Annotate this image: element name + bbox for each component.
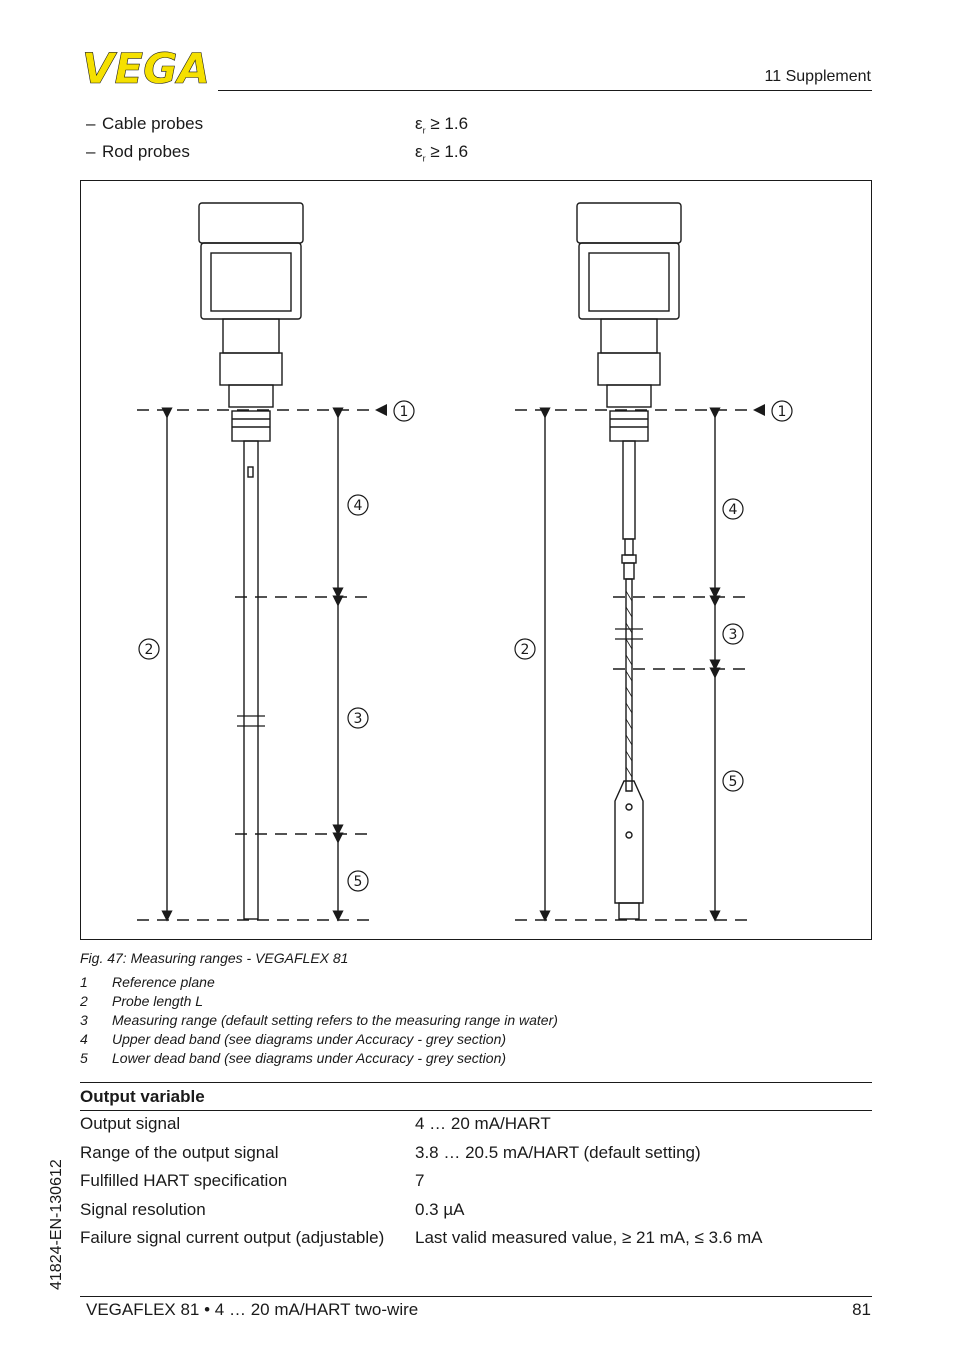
table-heading: Output variable xyxy=(80,1087,205,1106)
footer-rule xyxy=(80,1296,872,1297)
measuring-range-figure xyxy=(80,180,872,940)
header-rule xyxy=(218,90,872,91)
table-row-value: 4 … 20 mA/HART xyxy=(415,1114,551,1133)
measuring-range-diagram xyxy=(81,181,871,939)
table-row-value: 7 xyxy=(415,1171,425,1190)
table-row-label: Output signal xyxy=(80,1114,181,1133)
legend-item: 4 Upper dead band (see diagrams under Accuracy - grey section) xyxy=(80,1031,507,1047)
probe-value-rod: $\varepsilon_r \ge 1.6$ xyxy=(415,142,469,164)
marker-5-left: 5 xyxy=(353,874,363,890)
table-top-rule xyxy=(80,1082,872,1083)
cable-probe-drawing xyxy=(577,203,681,919)
legend-item: 3 Measuring range (default setting refers to the measuring range in water) xyxy=(80,1012,558,1028)
marker-1-left: 1 xyxy=(399,404,409,420)
marker-3-left: 3 xyxy=(353,711,363,727)
probe-row-cable: – Cable probes xyxy=(86,114,204,133)
reference-arrow-left xyxy=(375,404,387,416)
legend-item: 1 Reference plane xyxy=(80,974,215,990)
probe-label: Rod probes xyxy=(102,142,190,161)
table-row-label: Signal resolution xyxy=(80,1200,206,1219)
section-title: 11 Supplement xyxy=(764,68,871,85)
document-code: 41824-EN-130612 xyxy=(48,1159,65,1290)
marker-4-right: 4 xyxy=(728,502,738,518)
marker-1-right: 1 xyxy=(777,404,787,420)
table-row-value: 0.3 µA xyxy=(415,1200,465,1219)
marker-4-left: 4 xyxy=(353,498,363,514)
legend-item: 2 Probe length L xyxy=(80,993,204,1009)
vega-logo xyxy=(82,50,212,86)
rod-probe-drawing xyxy=(199,203,303,919)
marker-3-right: 3 xyxy=(728,627,738,643)
table-row-label: Range of the output signal xyxy=(80,1143,279,1162)
reference-arrow-right xyxy=(753,404,765,416)
marker-5-right: 5 xyxy=(728,774,738,790)
page-number: 81 xyxy=(852,1300,871,1319)
table-row-value: 3.8 … 20.5 mA/HART (default setting) xyxy=(415,1143,701,1162)
table-heading-rule xyxy=(80,1110,872,1111)
table-row-value: Last valid measured value, ≥ 21 mA, ≤ 3.6 mA xyxy=(415,1228,763,1247)
legend-item: 5 Lower dead band (see diagrams under Accuracy - grey section) xyxy=(80,1050,507,1066)
svg-text:VEGA: VEGA xyxy=(82,50,210,86)
probe-value-cable: $\varepsilon_r \ge 1.6$ xyxy=(415,114,469,136)
probe-row-rod: – Rod probes xyxy=(86,142,190,161)
marker-2-left: 2 xyxy=(144,642,154,658)
table-row-label: Failure signal current output (adjustable) xyxy=(80,1228,385,1247)
table-row-label: Fulfilled HART specification xyxy=(80,1171,288,1190)
probe-label: Cable probes xyxy=(102,114,204,133)
figure-caption: Fig. 47: Measuring ranges - VEGAFLEX 81 xyxy=(80,950,349,966)
footer-title: VEGAFLEX 81 • 4 … 20 mA/HART two-wire xyxy=(86,1300,419,1319)
marker-2-right: 2 xyxy=(520,642,530,658)
left-planes xyxy=(137,410,371,920)
